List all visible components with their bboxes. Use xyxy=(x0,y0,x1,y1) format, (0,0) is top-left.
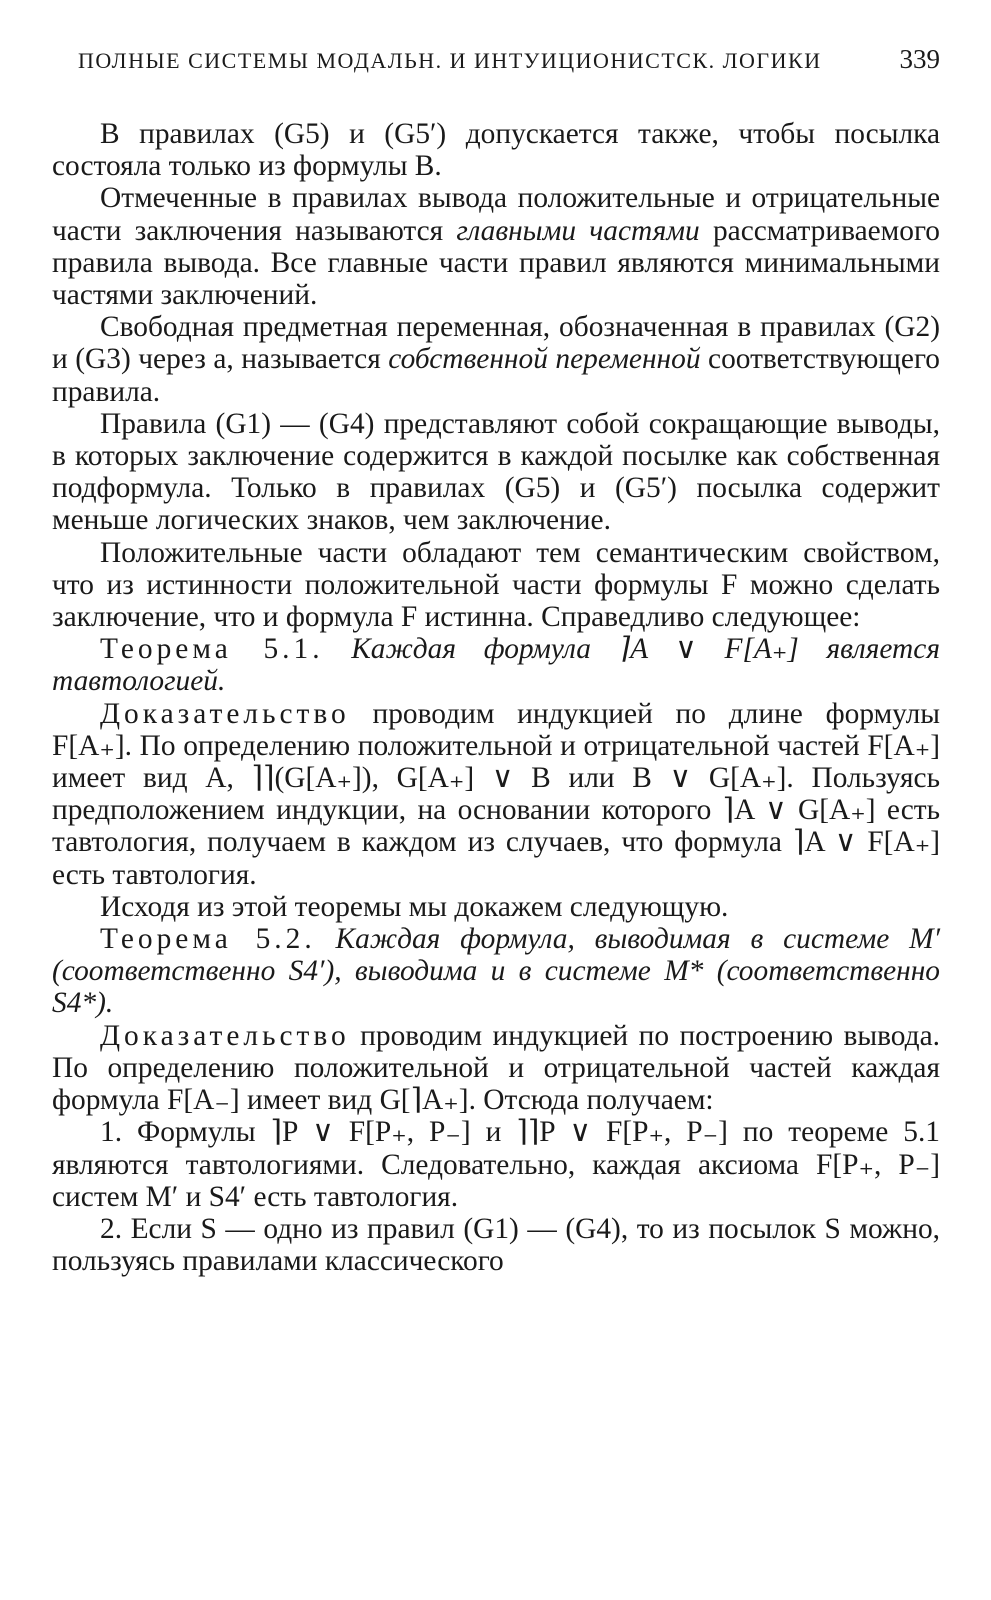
theorem-statement: Каждая формула ⌉A ∨ F[A₊] является тавтологией. xyxy=(52,633,940,698)
paragraph-positive-parts: Положительные части обладают тем семантическим свойством, что из истинности положительной части формулы F можно сделать заключение, что и формула F истинна. Справедливо следующее: xyxy=(52,536,940,634)
term-own-variable: собственной переменной xyxy=(388,343,701,376)
text: Отмеченные в правилах вывода положительные и отрицательные части заключения называются xyxy=(52,182,940,247)
theorem-5-1 xyxy=(52,633,940,697)
theorem-label: Теорема 5.2. xyxy=(100,923,316,956)
page-body xyxy=(52,118,940,1277)
text: Свободная предметная переменная, обозначенная в правилах (G2) и (G3) через a, называется xyxy=(52,311,940,376)
page-number: 339 xyxy=(899,44,940,74)
proof-label: Доказательство xyxy=(100,697,350,730)
paragraph-rules-g5: В правилах (G5) и (G5′) допускается также, чтобы посылка состояла только из формулы B. xyxy=(52,118,940,183)
proof-theorem-5-2 xyxy=(52,1020,940,1117)
theorem-label: Теорема 5.1. xyxy=(100,633,324,666)
proof-text: проводим индукцией по длине формулы F[A₊]. По определению положительной и отрицательной частей F[A₊] имеет вид A, ⌉⌉(G[A₊]), G[A₊] ∨ B или B ∨ G[A₊]. Пользуясь предположением индукции, на основании которого ⌉A ∨ G[A₊] есть тавтология, получаем в каждом из случаев, что формула ⌉A ∨ F[A₊] есть тавтология. xyxy=(52,697,940,891)
text: соответствующего правила. xyxy=(52,343,940,408)
proof-text: проводим индукцией по построению вывода. По определению положительной и отрицательной частей каждая формула F[A₋] имеет вид G[⌉A₊]. Отсюда получаем: xyxy=(52,1019,940,1117)
list-item-2: 2. Если S — одно из правил (G1) — (G4), то из посылок S можно, пользуясь правилами классического xyxy=(52,1212,940,1278)
list-item-1: 1. Формулы ⌉P ∨ F[P₊, P₋] и ⌉⌉P ∨ F[P₊, P₋] по теореме 5.1 являются тавтологиями. Следовательно, каждая аксиома F[P₊, P₋] систем M′ и S4′ есть тавтология. xyxy=(52,1116,940,1213)
paragraph-reducing-derivations: Правила (G1) — (G4) представляют собой сокращающие выводы, в которых заключение содержится в каждой посылке как собственная подформула. Только в правилах (G5) и (G5′) посылка содержит меньше логических знаков, чем заключение. xyxy=(52,407,940,537)
page-header xyxy=(78,44,940,75)
theorem-5-2 xyxy=(52,923,940,1020)
paragraph-main-parts xyxy=(52,182,940,311)
theorem-statement: Каждая формула, выводимая в системе M′ (соответственно S4′), выводима и в системе M* (соответственно S4*). xyxy=(52,923,940,1020)
proof-theorem-5-1 xyxy=(52,698,940,891)
proof-label: Доказательство xyxy=(100,1019,350,1052)
paragraph-own-variable xyxy=(52,311,940,408)
running-title: ПОЛНЫЕ СИСТЕМЫ МОДАЛЬН. И ИНТУИЦИОНИСТСК. ЛОГИКИ xyxy=(78,48,822,73)
paragraph-transition: Исходя из этой теоремы мы докажем следующую. xyxy=(100,890,729,923)
term-main-parts: главными частями xyxy=(456,214,700,247)
text: рассматриваемого правила вывода. Все главные части правил являются минимальными частями заключений. xyxy=(52,214,940,312)
